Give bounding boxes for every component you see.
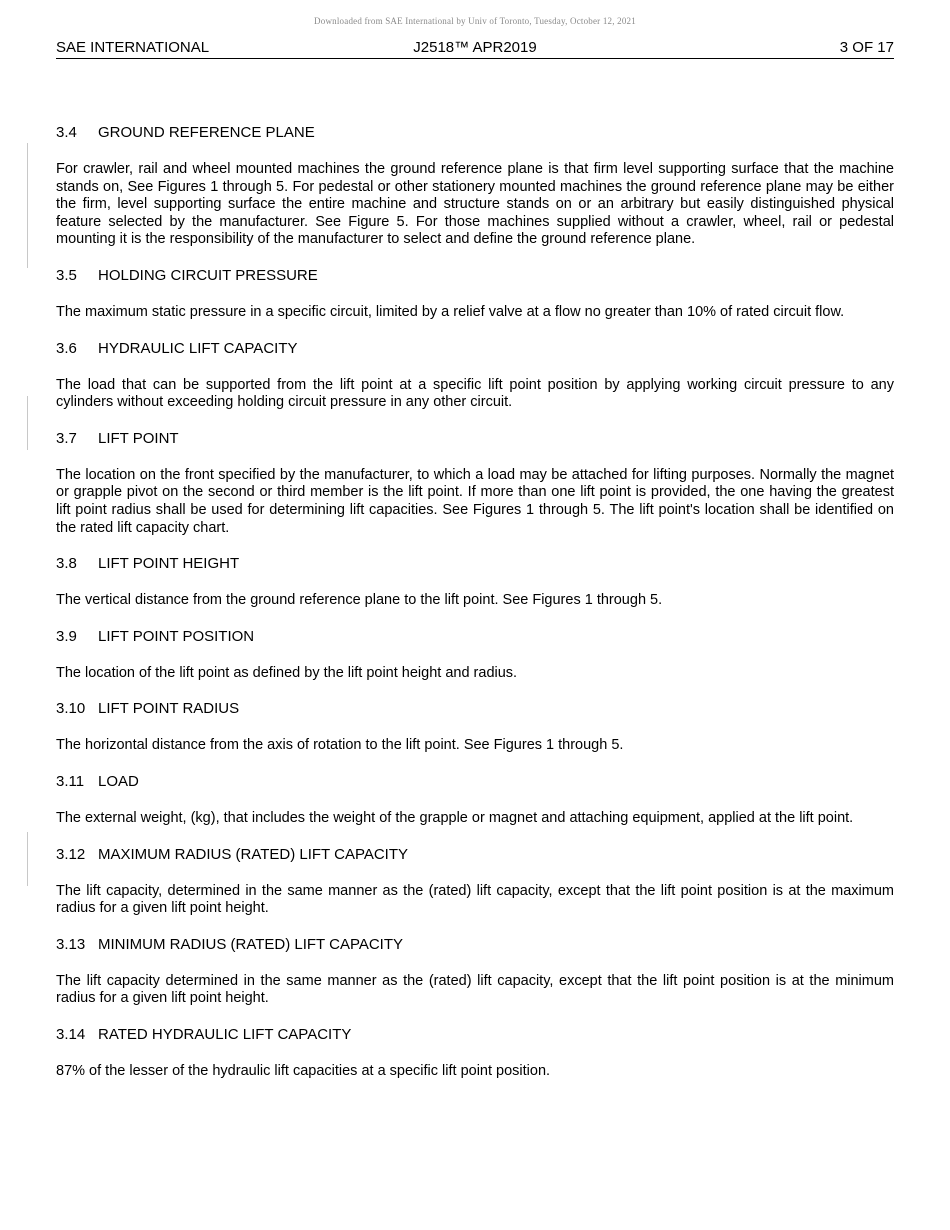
publisher-name: SAE INTERNATIONAL: [56, 39, 210, 56]
section-paragraph: The lift capacity, determined in the same manner as the (rated) lift capacity, except that the lift point position is at the maximum radius for a given lift point height.: [56, 882, 894, 917]
section-number: 3.6: [56, 339, 77, 357]
section-heading: [56, 628, 894, 646]
section-title: GROUND REFERENCE PLANE: [98, 124, 315, 141]
section-paragraph: The horizontal distance from the axis of rotation to the lift point. See Figures 1 through 5.: [56, 737, 624, 754]
section-heading: [56, 430, 894, 448]
document-id: J2518™ APR2019: [413, 39, 537, 56]
section-title: LIFT POINT HEIGHT: [98, 555, 240, 573]
section-number: 3.13: [56, 935, 86, 953]
section-title: MAXIMUM RADIUS (RATED) LIFT CAPACITY: [98, 845, 409, 863]
section-title: RATED HYDRAULIC LIFT CAPACITY: [98, 1025, 352, 1043]
change-bar: [27, 832, 28, 886]
download-watermark: Downloaded from SAE International by Univ of Toronto, Tuesday, October 12, 2021: [314, 16, 636, 26]
section-number: 3.7: [56, 429, 77, 447]
section-title: LIFT POINT: [98, 429, 179, 447]
section-heading: [56, 773, 894, 791]
section-number: 3.8: [56, 555, 77, 573]
section-heading: [56, 936, 894, 954]
section-title: LIFT POINT RADIUS: [98, 700, 240, 718]
section-paragraph: The vertical distance from the ground reference plane to the lift point. See Figures 1 through 5.: [56, 592, 663, 609]
change-bar: [27, 143, 28, 268]
section-heading: [56, 124, 894, 142]
document-body: [56, 124, 894, 1098]
page-number: 3 OF 17: [839, 39, 894, 56]
section-number: 3.12: [56, 845, 86, 863]
section-heading: [56, 846, 894, 864]
section-title: HYDRAULIC LIFT CAPACITY: [98, 339, 298, 357]
section-number: 3.9: [56, 627, 77, 645]
section-number: 3.10: [56, 700, 86, 718]
section-heading: [56, 340, 894, 358]
section-heading: [56, 267, 894, 285]
section-heading: [56, 700, 894, 718]
section-paragraph: The location of the lift point as defined by the lift point height and radius.: [56, 664, 518, 681]
section-title: LOAD: [98, 772, 139, 790]
change-bar: [27, 396, 28, 450]
section-title: MINIMUM RADIUS (RATED) LIFT CAPACITY: [98, 935, 404, 953]
section-title: LIFT POINT POSITION: [98, 627, 255, 645]
section-paragraph: The maximum static pressure in a specific circuit, limited by a relief valve at a flow no greater than 10% of rated circuit flow.: [56, 303, 845, 320]
section-paragraph: The load that can be supported from the lift point at a specific lift point position by applying working circuit pressure to any cylinders without exceeding holding circuit pressure in any other circuit.: [56, 376, 894, 411]
section-paragraph: The external weight, (kg), that includes the weight of the grapple or magnet and attaching equipment, applied at the lift point.: [56, 809, 854, 826]
section-paragraph: The lift capacity determined in the same manner as the (rated) lift capacity, except that the lift point position is at the minimum radius for a given lift point height.: [56, 972, 894, 1007]
section-number: 3.5: [56, 266, 77, 284]
section-paragraph: For crawler, rail and wheel mounted machines the ground reference plane is that firm level supporting surface that the machine stands on, See Figures 1 through 5. For pedestal or other stationery mounted machines the ground reference plane may be either the firm, level supporting surface the entire machine and structure stands on or an arbitrary but easily distinguished physical feature selected by the manufacturer. See Figure 5. For those machines supplied without a crawler, wheel, rail or pedestal mounting it is the responsibility of the manufacturer to select and define the ground reference plane.: [56, 161, 894, 248]
page-header: [56, 38, 894, 59]
section-heading: [56, 1026, 894, 1044]
section-paragraph: 87% of the lesser of the hydraulic lift capacities at a specific lift point position.: [56, 1062, 551, 1079]
section-number: 3.4: [56, 124, 77, 141]
section-heading: [56, 555, 894, 573]
section-number: 3.14: [56, 1025, 86, 1043]
section-title: HOLDING CIRCUIT PRESSURE: [98, 266, 318, 284]
section-number: 3.11: [56, 772, 85, 790]
section-paragraph: The location on the front specified by the manufacturer, to which a load may be attached for lifting purposes. Normally the magnet or grapple pivot on the second or third member is the lift point. If more than one lift point is provided, the one having the greatest lift point radius shall be used for determining lift capacities. See Figures 1 through 5. The lift point's location shall be identified on the rated lift capacity chart.: [56, 466, 894, 536]
